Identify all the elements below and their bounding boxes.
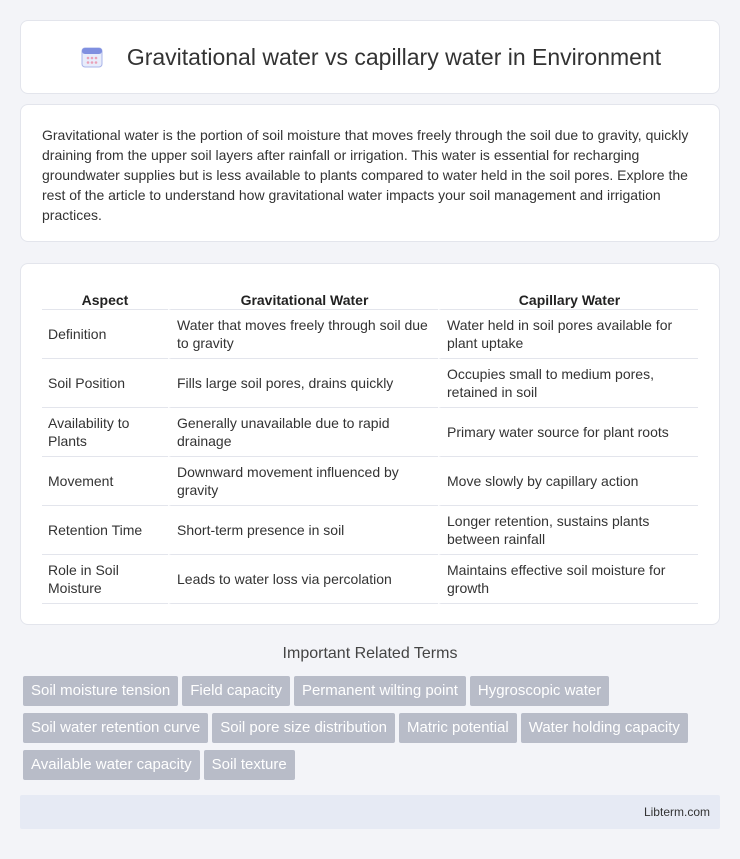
tag-field-capacity[interactable]: Field capacity bbox=[182, 676, 290, 706]
tag-matric-potential[interactable]: Matric potential bbox=[399, 713, 517, 743]
table-row bbox=[42, 310, 698, 359]
cell-capillary: Water held in soil pores available for plant uptake bbox=[438, 310, 698, 359]
tag-soil-pore-size-distribution[interactable]: Soil pore size distribution bbox=[212, 713, 395, 743]
intro-text: Gravitational water is the portion of soil moisture that moves freely through the soil due to gravity, quickly draining from the upper soil layers after rainfall or irrigation. This water is essential for recharging groundwater supplies but is less available to plants compared to water held in the soil pores. Explore the rest of the article to understand how gravitational water impacts your soil management and irrigation practices. bbox=[42, 127, 689, 223]
cell-gravitational: Short-term presence in soil bbox=[168, 506, 438, 555]
table-row bbox=[42, 457, 698, 506]
cell-gravitational: Water that moves freely through soil due to gravity bbox=[168, 310, 438, 359]
cell-capillary: Occupies small to medium pores, retained in soil bbox=[438, 359, 698, 408]
tag-soil-moisture-tension[interactable]: Soil moisture tension bbox=[23, 676, 178, 706]
tag-available-water-capacity[interactable]: Available water capacity bbox=[23, 750, 200, 780]
comparison-table bbox=[42, 284, 698, 604]
tag-soil-water-retention-curve[interactable]: Soil water retention curve bbox=[23, 713, 208, 743]
related-terms-tags bbox=[23, 676, 723, 787]
footer bbox=[20, 795, 720, 829]
tag-hygroscopic-water[interactable]: Hygroscopic water bbox=[470, 676, 609, 706]
cell-aspect: Soil Position bbox=[42, 359, 168, 408]
header-capillary-water: Capillary Water bbox=[438, 284, 698, 310]
cell-capillary: Maintains effective soil moisture for growth bbox=[438, 555, 698, 604]
cell-gravitational: Fills large soil pores, drains quickly bbox=[168, 359, 438, 408]
header-gravitational-water: Gravitational Water bbox=[168, 284, 438, 310]
calendar-icon bbox=[79, 44, 105, 70]
cell-gravitational: Leads to water loss via percolation bbox=[168, 555, 438, 604]
cell-aspect: Availability to Plants bbox=[42, 408, 168, 457]
cell-aspect: Movement bbox=[42, 457, 168, 506]
footer-site-link[interactable]: Libterm.com bbox=[643, 805, 710, 819]
cell-gravitational: Downward movement influenced by gravity bbox=[168, 457, 438, 506]
cell-aspect: Role in Soil Moisture bbox=[42, 555, 168, 604]
header-aspect: Aspect bbox=[42, 284, 168, 310]
cell-capillary: Move slowly by capillary action bbox=[438, 457, 698, 506]
cell-aspect: Definition bbox=[42, 310, 168, 359]
table-row bbox=[42, 555, 698, 604]
tag-permanent-wilting-point[interactable]: Permanent wilting point bbox=[294, 676, 466, 706]
cell-capillary: Primary water source for plant roots bbox=[438, 408, 698, 457]
cell-gravitational: Generally unavailable due to rapid drainage bbox=[168, 408, 438, 457]
table-row bbox=[42, 506, 698, 555]
tag-water-holding-capacity[interactable]: Water holding capacity bbox=[521, 713, 688, 743]
tag-soil-texture[interactable]: Soil texture bbox=[204, 750, 295, 780]
intro-card bbox=[20, 104, 720, 242]
title-card bbox=[20, 20, 720, 94]
table-header-row bbox=[42, 284, 698, 310]
cell-capillary: Longer retention, sustains plants between rainfall bbox=[438, 506, 698, 555]
related-terms-title: Important Related Terms bbox=[282, 645, 458, 662]
related-terms-section bbox=[0, 645, 740, 663]
page-title: Gravitational water vs capillary water in Environment bbox=[126, 43, 662, 70]
comparison-table-card bbox=[20, 263, 720, 625]
table-row bbox=[42, 359, 698, 408]
table-row bbox=[42, 408, 698, 457]
cell-aspect: Retention Time bbox=[42, 506, 168, 555]
